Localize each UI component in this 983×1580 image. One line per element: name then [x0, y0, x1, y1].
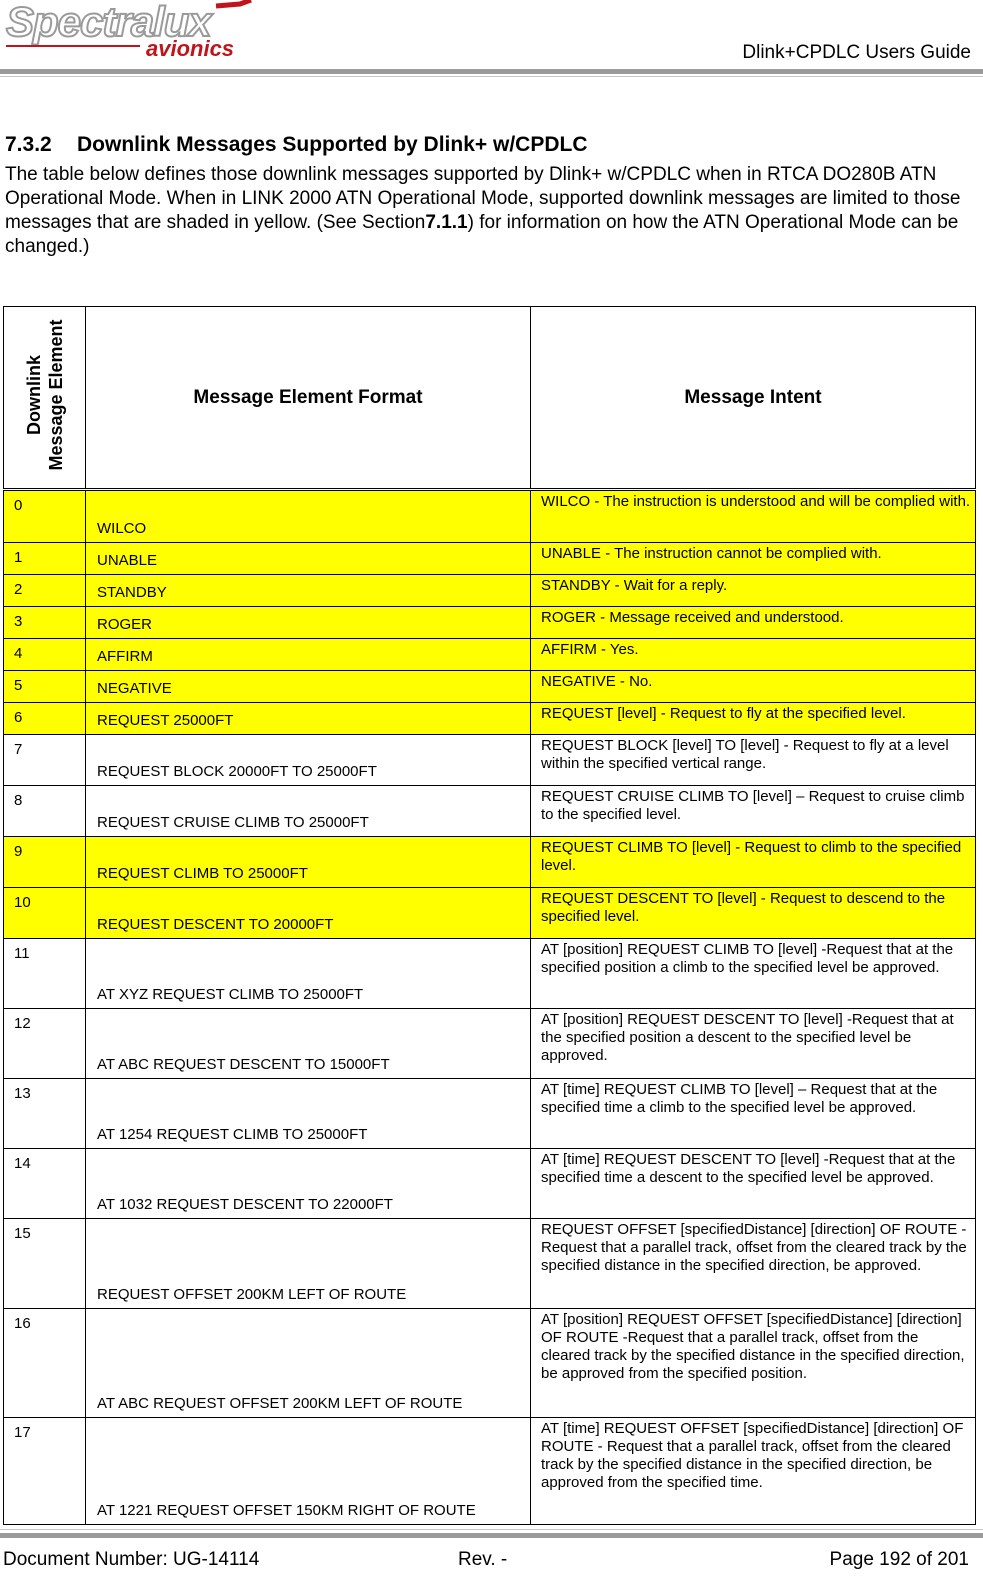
- table-row: [4, 671, 976, 703]
- row-format: AT 1032 REQUEST DESCENT TO 22000FT: [86, 1149, 531, 1219]
- table-row: [4, 607, 976, 639]
- row-format: REQUEST BLOCK 20000FT TO 25000FT: [86, 735, 531, 786]
- guide-title: Dlink+CPDLC Users Guide: [742, 42, 971, 63]
- row-intent: AT [time] REQUEST DESCENT TO [level] -Request that at the specified time a descent to the specified level be approved.: [531, 1149, 976, 1219]
- row-format: AT ABC REQUEST DESCENT TO 15000FT: [86, 1009, 531, 1079]
- table-row: [4, 1009, 976, 1079]
- row-format: NEGATIVE: [86, 671, 531, 703]
- intro-paragraph: [5, 163, 977, 259]
- row-number: 13: [4, 1079, 86, 1149]
- table-row: [4, 1079, 976, 1149]
- header-rule-thin: [0, 76, 983, 77]
- row-format: REQUEST CRUISE CLIMB TO 25000FT: [86, 786, 531, 837]
- row-number: 10: [4, 888, 86, 939]
- row-format: UNABLE: [86, 543, 531, 575]
- row-intent: STANDBY - Wait for a reply.: [531, 575, 976, 607]
- table-header-row: [4, 307, 976, 490]
- table-row: [4, 888, 976, 939]
- section-heading: [5, 133, 588, 157]
- row-intent: WILCO - The instruction is understood and will be complied with.: [531, 490, 976, 543]
- row-format: AT XYZ REQUEST CLIMB TO 25000FT: [86, 939, 531, 1009]
- row-number: 3: [4, 607, 86, 639]
- table-row: [4, 1219, 976, 1309]
- table-row: [4, 490, 976, 543]
- row-intent: ROGER - Message received and understood.: [531, 607, 976, 639]
- footer-rule: [0, 1533, 983, 1538]
- table-row: [4, 703, 976, 735]
- footer-rule-thin: [0, 1529, 983, 1530]
- row-intent: AT [position] REQUEST OFFSET [specifiedDistance] [direction] OF ROUTE -Request that a parallel track, offset from the cleared track by the specified distance in the specified direction, be approved from the specified position.: [531, 1309, 976, 1418]
- row-intent: REQUEST CLIMB TO [level] - Request to climb to the specified level.: [531, 837, 976, 888]
- row-format: REQUEST DESCENT TO 20000FT: [86, 888, 531, 939]
- row-intent: AT [position] REQUEST CLIMB TO [level] -Request that at the specified position a climb to the specified level be approved.: [531, 939, 976, 1009]
- revision: Rev. -: [458, 1549, 508, 1570]
- section-number: 7.3.2: [5, 133, 52, 156]
- table-body: [4, 490, 976, 1525]
- table-row: [4, 1418, 976, 1525]
- col-header-element: [4, 307, 86, 490]
- table-row: [4, 735, 976, 786]
- table-row: [4, 837, 976, 888]
- col-header-intent: Message Intent: [531, 307, 976, 490]
- row-format: AFFIRM: [86, 639, 531, 671]
- row-intent: REQUEST OFFSET [specifiedDistance] [direction] OF ROUTE - Request that a parallel track, offset from the cleared track by the specified distance in the specified direction, be approved.: [531, 1219, 976, 1309]
- row-intent: AT [time] REQUEST OFFSET [specifiedDistance] [direction] OF ROUTE - Request that a parallel track, offset from the cleared track by the specified distance in the specified direction, be approved from the specified time.: [531, 1418, 976, 1525]
- header-rule: [0, 69, 983, 74]
- logo-swoosh: [216, 0, 251, 6]
- row-intent: AT [time] REQUEST CLIMB TO [level] – Request that at the specified time a climb to the specified level be approved.: [531, 1079, 976, 1149]
- row-intent: REQUEST [level] - Request to fly at the specified level.: [531, 703, 976, 735]
- table-row: [4, 639, 976, 671]
- row-format: STANDBY: [86, 575, 531, 607]
- logo-wordmark: Spectralux: [6, 0, 211, 45]
- table-row: [4, 1149, 976, 1219]
- row-intent: AT [position] REQUEST DESCENT TO [level] -Request that at the specified position a descent to the specified level be approved.: [531, 1009, 976, 1079]
- logo-subtext: avionics: [146, 36, 235, 61]
- row-number: 12: [4, 1009, 86, 1079]
- col-header-element-line2: Message Element: [46, 319, 66, 471]
- row-number: 15: [4, 1219, 86, 1309]
- row-format: AT 1221 REQUEST OFFSET 150KM RIGHT OF ROUTE: [86, 1418, 531, 1525]
- col-header-format: Message Element Format: [86, 307, 531, 490]
- intro-section-ref: 7.1.1: [425, 212, 468, 233]
- row-format: ROGER: [86, 607, 531, 639]
- row-format: AT 1254 REQUEST CLIMB TO 25000FT: [86, 1079, 531, 1149]
- row-number: 14: [4, 1149, 86, 1219]
- row-intent: NEGATIVE - No.: [531, 671, 976, 703]
- table-row: [4, 786, 976, 837]
- row-number: 5: [4, 671, 86, 703]
- row-number: 7: [4, 735, 86, 786]
- downlink-messages-table: [3, 306, 976, 1525]
- row-intent: REQUEST BLOCK [level] TO [level] - Request to fly at a level within the specified vertical range.: [531, 735, 976, 786]
- row-format: REQUEST OFFSET 200KM LEFT OF ROUTE: [86, 1219, 531, 1309]
- row-format: AT ABC REQUEST OFFSET 200KM LEFT OF ROUTE: [86, 1309, 531, 1418]
- section-title: Downlink Messages Supported by Dlink+ w/CPDLC: [77, 133, 588, 156]
- intro-text-after: ) for information on how the ATN Operational Mode can be changed.): [5, 212, 959, 257]
- spectralux-logo: [4, 0, 259, 64]
- row-intent: AFFIRM - Yes.: [531, 639, 976, 671]
- row-number: 2: [4, 575, 86, 607]
- page-number: Page 192 of 201: [829, 1549, 969, 1570]
- row-number: 4: [4, 639, 86, 671]
- col-header-element-line1: Downlink: [24, 355, 44, 436]
- row-number: 0: [4, 490, 86, 543]
- row-format: REQUEST 25000FT: [86, 703, 531, 735]
- document-number: Document Number: UG-14114: [3, 1549, 260, 1570]
- row-number: 17: [4, 1418, 86, 1525]
- row-format: WILCO: [86, 490, 531, 543]
- intro-text-before: The table below defines those downlink messages supported by Dlink+ w/CPDLC when in RTCA DO280B ATN Operational Mode. When in LINK 2000 ATN Operational Mode, supported downlink messages are limited to those messages that are shaded in yellow. (See Section: [5, 164, 961, 233]
- table-row: [4, 575, 976, 607]
- row-number: 16: [4, 1309, 86, 1418]
- table-row: [4, 543, 976, 575]
- table-row: [4, 1309, 976, 1418]
- row-format: REQUEST CLIMB TO 25000FT: [86, 837, 531, 888]
- row-intent: REQUEST DESCENT TO [level] - Request to descend to the specified level.: [531, 888, 976, 939]
- row-number: 9: [4, 837, 86, 888]
- table-row: [4, 939, 976, 1009]
- row-intent: UNABLE - The instruction cannot be complied with.: [531, 543, 976, 575]
- row-number: 8: [4, 786, 86, 837]
- row-intent: REQUEST CRUISE CLIMB TO [level] – Request to cruise climb to the specified level.: [531, 786, 976, 837]
- row-number: 11: [4, 939, 86, 1009]
- row-number: 1: [4, 543, 86, 575]
- row-number: 6: [4, 703, 86, 735]
